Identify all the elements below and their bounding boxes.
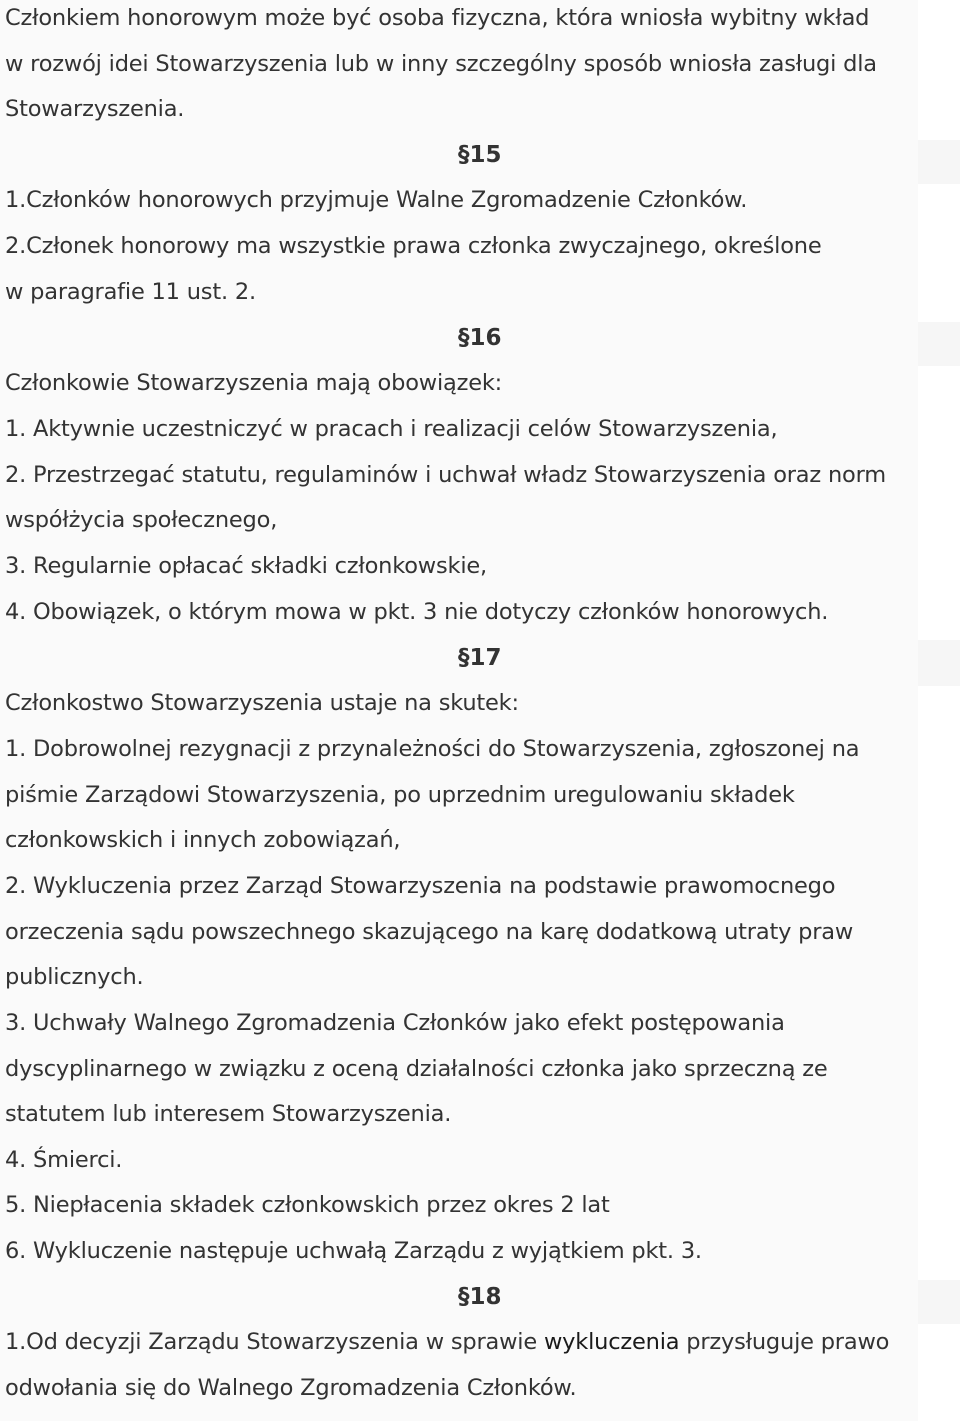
- section-heading-17: §17: [458, 645, 502, 671]
- intro-line: Członkiem honorowym może być osoba fizyczna, która wniosła wybitny wkład: [5, 5, 870, 31]
- section-17-line: 2. Wykluczenia przez Zarząd Stowarzyszenia na podstawie prawomocnego: [5, 873, 836, 899]
- section-heading-16: §16: [458, 325, 502, 351]
- section-17-line: piśmie Zarządowi Stowarzyszenia, po uprzednim uregulowaniu składek: [5, 782, 795, 808]
- section-17-line: statutem lub interesem Stowarzyszenia.: [5, 1101, 452, 1127]
- page-edge-block: [918, 140, 960, 184]
- section-17-line: 5. Niepłacenia składek członkowskich przez okres 2 lat: [5, 1192, 610, 1218]
- section-18-text: 1.Od decyzji Zarządu Stowarzyszenia w sprawie: [5, 1329, 544, 1355]
- intro-line: w rozwój idei Stowarzyszenia lub w inny szczególny sposób wniosła zasługi dla: [5, 51, 877, 77]
- section-17-line: 1. Dobrowolnej rezygnacji z przynależności do Stowarzyszenia, zgłoszonej na: [5, 736, 860, 762]
- section-17-line: orzeczenia sądu powszechnego skazującego na karę dodatkową utraty praw: [5, 919, 854, 945]
- section-17-line: 4. Śmierci.: [5, 1147, 123, 1173]
- emphasized-word: wykluczenia: [543, 1329, 680, 1355]
- section-16-line: 3. Regularnie opłacać składki członkowskie,: [5, 553, 487, 579]
- section-18-text: przysługuje prawo: [679, 1329, 890, 1355]
- section-16-line: 2. Przestrzegać statutu, regulaminów i uchwał władz Stowarzyszenia oraz norm: [5, 462, 886, 488]
- section-17-line: publicznych.: [5, 964, 144, 990]
- section-15-line: 2.Członek honorowy ma wszystkie prawa członka zwyczajnego, określone: [5, 233, 822, 259]
- intro-line: Stowarzyszenia.: [5, 96, 185, 122]
- section-heading-18: §18: [458, 1284, 502, 1310]
- section-heading-15: §15: [458, 142, 502, 168]
- section-17-line: dyscyplinarnego w związku z oceną działalności członka jako sprzeczną ze: [5, 1056, 828, 1082]
- section-17-line: 3. Uchwały Walnego Zgromadzenia Członków jako efekt postępowania: [5, 1010, 785, 1036]
- section-16-line: 4. Obowiązek, o którym mowa w pkt. 3 nie dotyczy członków honorowych.: [5, 599, 829, 625]
- section-18-line: odwołania się do Walnego Zgromadzenia Członków.: [5, 1375, 577, 1401]
- section-15-line: 1.Członków honorowych przyjmuje Walne Zgromadzenie Członków.: [5, 187, 748, 213]
- section-17-intro: Członkostwo Stowarzyszenia ustaje na skutek:: [5, 690, 519, 716]
- page-edge-block: [918, 322, 960, 366]
- section-18-line: [5, 1326, 889, 1358]
- section-17-line: członkowskich i innych zobowiązań,: [5, 827, 401, 853]
- section-16-line: współżycia społecznego,: [5, 507, 278, 533]
- section-15-line: w paragrafie 11 ust. 2.: [5, 279, 256, 305]
- page-edge-block: [918, 1280, 960, 1324]
- section-16-line: 1. Aktywnie uczestniczyć w pracach i realizacji celów Stowarzyszenia,: [5, 416, 778, 442]
- page-edge-block: [918, 640, 960, 686]
- section-17-line: 6. Wykluczenie następuje uchwałą Zarządu z wyjątkiem pkt. 3.: [5, 1238, 702, 1264]
- section-16-intro: Członkowie Stowarzyszenia mają obowiązek:: [5, 370, 503, 396]
